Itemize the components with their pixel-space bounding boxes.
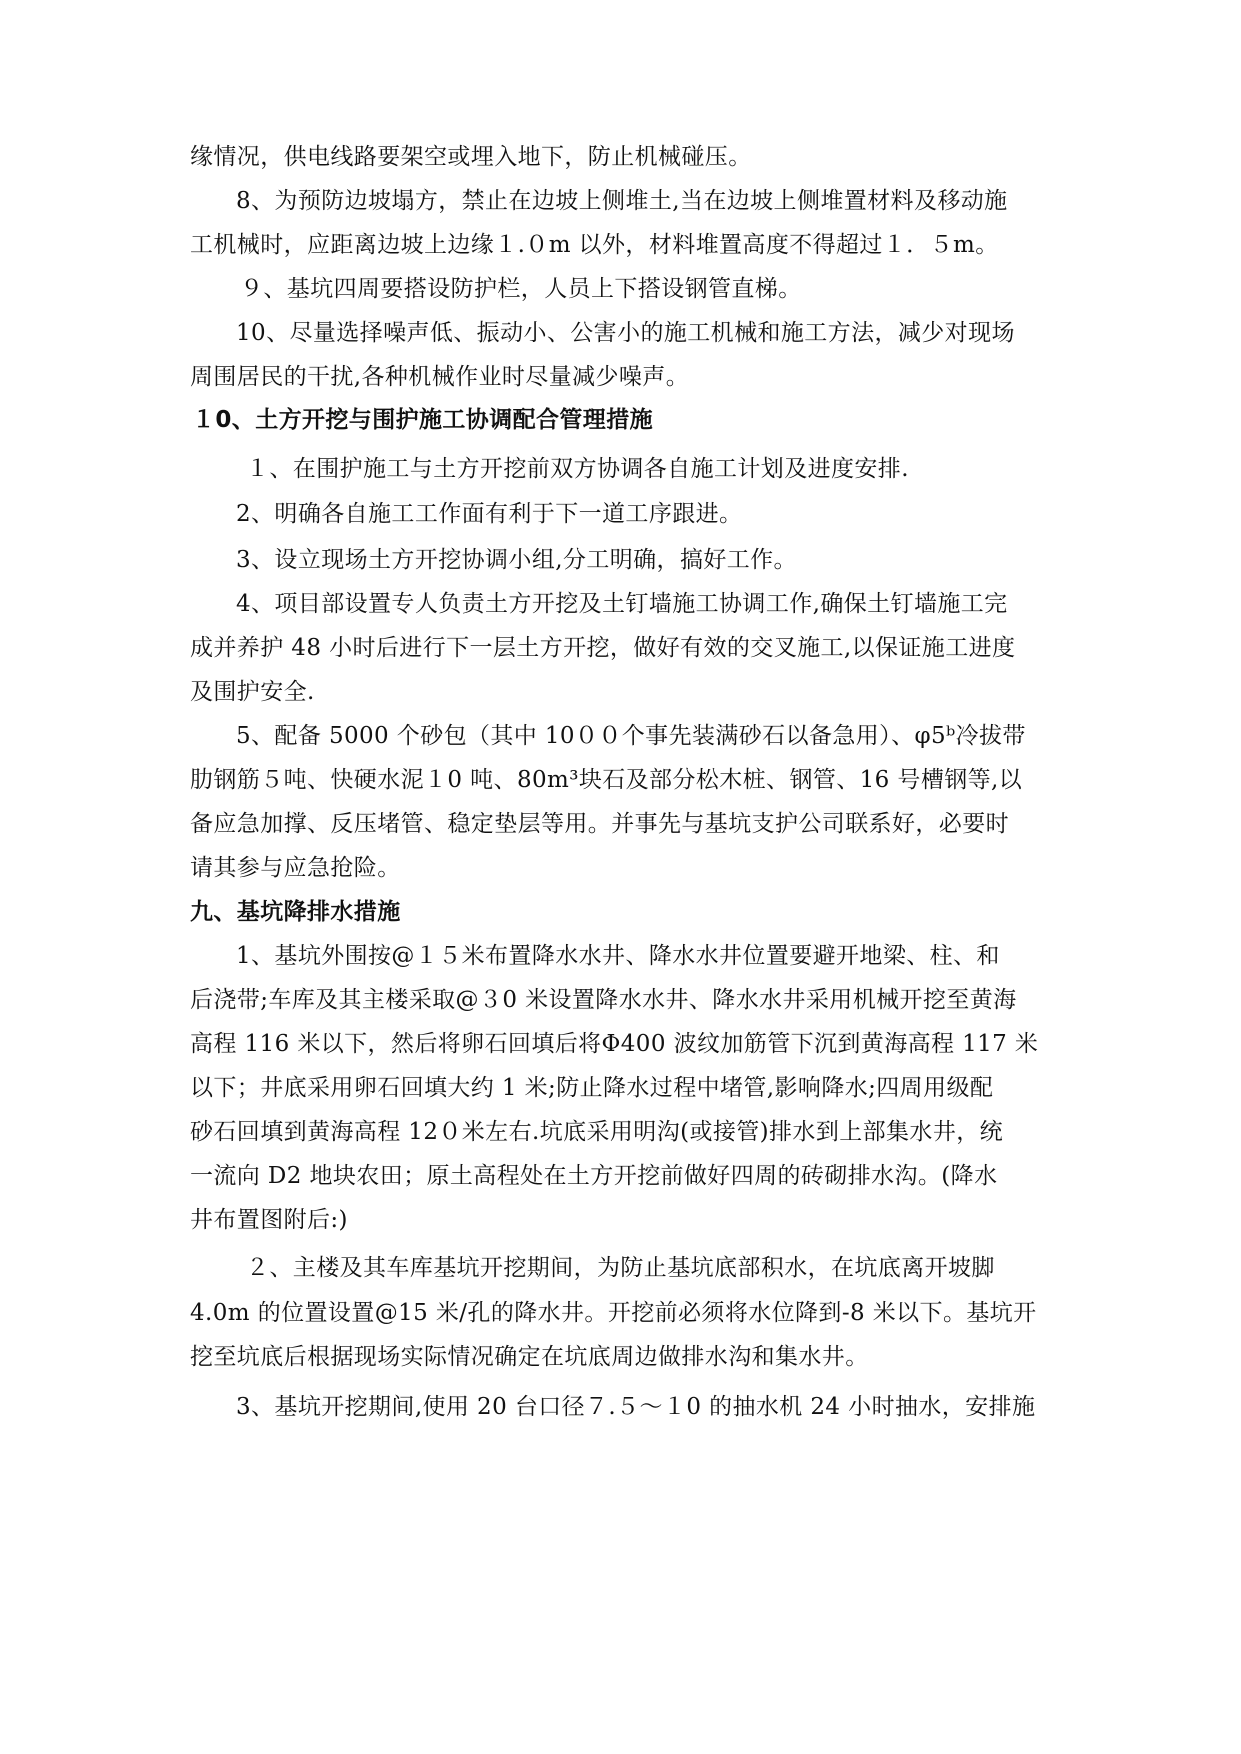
text-line: 8、为预防边坡塌方，禁止在边坡上侧堆土,当在边坡上侧堆置材料及移动施 bbox=[236, 188, 1008, 214]
text-line: 10、尽量选择噪声低、振动小、公害小的施工机械和施工方法，减少对现场 bbox=[236, 320, 1015, 346]
text-line: 后浇带;车库及其主楼采取@３0 米设置降水水井、降水水井采用机械开挖至黄海 bbox=[190, 987, 1017, 1013]
text-line: 以下；井底采用卵石回填大约 1 米;防止降水过程中堵管,影响降水;四周用级配 bbox=[190, 1075, 994, 1101]
text-line: 请其参与应急抢险。 bbox=[190, 855, 401, 881]
text-line: 肋钢筋５吨、快硬水泥１0 吨、80m³块石及部分松木桩、钢管、16 号槽钢等,以 bbox=[190, 767, 1023, 793]
text-line: 5、配备 5000 个砂包（其中 10００个事先装满砂石以备急用）、φ5ᵇ冷拔带 bbox=[236, 723, 1026, 749]
text-line: 缘情况，供电线路要架空或埋入地下，防止机械碰压。 bbox=[190, 144, 752, 170]
text-line: 3、设立现场土方开挖协调小组,分工明确，搞好工作。 bbox=[236, 547, 797, 573]
text-line: 及围护安全. bbox=[190, 679, 315, 705]
section-heading: 九、基坑降排水措施 bbox=[190, 899, 401, 925]
text-line: 周围居民的干扰,各种机械作业时尽量减少噪声。 bbox=[190, 364, 690, 390]
text-line: 挖至坑底后根据现场实际情况确定在坑底周边做排水沟和集水井。 bbox=[190, 1344, 869, 1370]
text-line: 3、基坑开挖期间,使用 20 台口径７.５～１0 的抽水机 24 小时抽水，安排施 bbox=[236, 1394, 1036, 1420]
text-line: １、在围护施工与土方开挖前双方协调各自施工计划及进度安排. bbox=[246, 456, 909, 482]
text-line: 备应急加撑、反压堵管、稳定垫层等用。并事先与基坑支护公司联系好，必要时 bbox=[190, 811, 1009, 837]
text-line: 一流向 D2 地块农田；原土高程处在土方开挖前做好四周的砖砌排水沟。(降水 bbox=[190, 1163, 998, 1189]
text-line: 2、明确各自施工工作面有利于下一道工序跟进。 bbox=[236, 501, 743, 527]
text-line: 高程 116 米以下，然后将卵石回填后将Φ400 波纹加筋管下沉到黄海高程 117 米 bbox=[190, 1031, 1039, 1057]
text-line: 成并养护 48 小时后进行下一层土方开挖，做好有效的交叉施工,以保证施工进度 bbox=[190, 635, 1016, 661]
text-line: ９、基坑四周要搭设防护栏，人员上下搭设钢管直梯。 bbox=[240, 276, 802, 302]
text-line: 4、项目部设置专人负责土方开挖及土钉墙施工协调工作,确保土钉墙施工完 bbox=[236, 591, 1008, 617]
text-line: 4.0m 的位置设置@15 米/孔的降水井。开挖前必须将水位降到-8 米以下。基坑开 bbox=[190, 1300, 1037, 1326]
text-line: 砂石回填到黄海高程 12０米左右.坑底采用明沟(或接管)排水到上部集水井，统 bbox=[190, 1119, 1004, 1145]
text-line: 工机械时，应距离边坡上边缘１.０m 以外，材料堆置高度不得超过１．５m。 bbox=[190, 232, 999, 258]
text-line: 井布置图附后:) bbox=[190, 1207, 348, 1233]
text-line: ２、主楼及其车库基坑开挖期间，为防止基坑底部积水，在坑底离开坡脚 bbox=[246, 1255, 995, 1281]
text-line: 1、基坑外围按@１５米布置降水水井、降水水井位置要避开地梁、柱、和 bbox=[236, 943, 1000, 969]
section-heading: １0、土方开挖与围护施工协调配合管理措施 bbox=[192, 407, 654, 433]
